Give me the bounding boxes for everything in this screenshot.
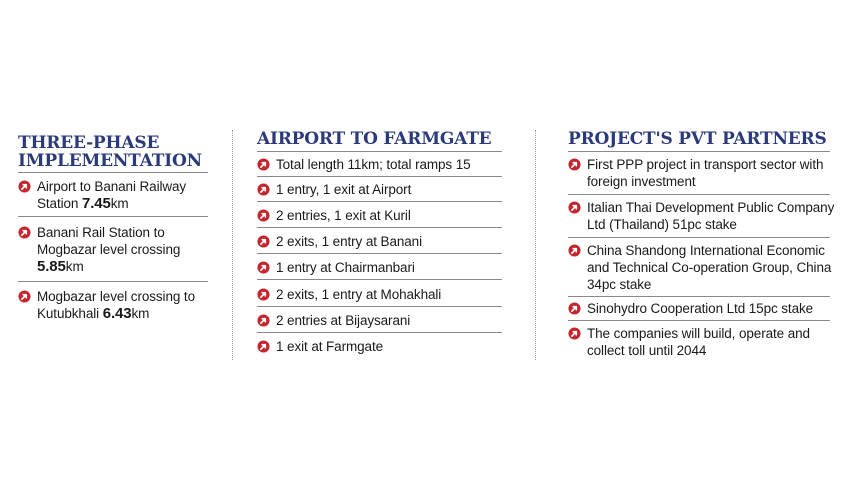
list-item <box>257 156 507 173</box>
arrow-bullet-icon <box>257 183 270 196</box>
item-text: 2 exits, 1 entry at Banani <box>276 234 422 249</box>
title-line-1: THREE-PHASE <box>18 133 160 153</box>
distance-value: 7.45 <box>81 195 111 212</box>
list-item <box>568 325 838 359</box>
divider <box>257 201 502 202</box>
divider <box>257 306 502 307</box>
column-divider <box>232 130 233 360</box>
item-line: Italian Thai Development Public Company <box>587 200 835 215</box>
item-line: First PPP project in transport sector with <box>587 157 824 172</box>
list-item <box>257 286 507 303</box>
arrow-bullet-icon <box>257 235 270 248</box>
list-item <box>257 207 507 224</box>
list-item <box>568 156 838 190</box>
item-line: 34pc stake <box>587 277 652 292</box>
divider <box>257 176 502 177</box>
arrow-bullet-icon <box>18 290 31 303</box>
arrow-bullet-icon <box>257 158 270 171</box>
list-item <box>18 224 213 275</box>
title-line-2: IMPLEMENTATION <box>18 151 202 171</box>
unit: km <box>65 259 84 274</box>
divider <box>568 296 830 297</box>
divider <box>257 151 502 152</box>
item-text: 1 entry at Chairmanbari <box>276 260 415 275</box>
item-text: 2 entries, 1 exit at Kuril <box>276 208 411 223</box>
item-line: The companies will build, operate and <box>587 326 810 341</box>
arrow-bullet-icon <box>568 302 581 315</box>
arrow-bullet-icon <box>257 261 270 274</box>
list-item <box>568 242 838 293</box>
list-item <box>257 338 507 355</box>
list-item <box>568 199 838 233</box>
item-text: 2 entries at Bijaysarani <box>276 313 411 328</box>
unit: km <box>110 196 129 211</box>
divider <box>257 332 502 333</box>
item-line: China Shandong International Economic <box>587 243 825 258</box>
list-item <box>18 288 213 322</box>
distance-value: 5.85 <box>37 258 66 275</box>
item-line: Station <box>37 196 82 211</box>
item-line: foreign investment <box>587 174 696 189</box>
arrow-bullet-icon <box>257 340 270 353</box>
list-item <box>257 181 507 198</box>
divider <box>568 194 830 195</box>
item-line: Sinohydro Cooperation Ltd 15pc stake <box>587 301 814 316</box>
arrow-bullet-icon <box>568 158 581 171</box>
title-airport-to-farmgate: AIRPORT TO FARMGATE <box>257 129 492 149</box>
list-item <box>18 178 213 212</box>
column-divider <box>535 130 536 360</box>
item-line: Airport to Banani Railway <box>37 179 187 194</box>
distance-value: 6.43 <box>102 305 132 322</box>
item-text: 1 entry, 1 exit at Airport <box>276 182 412 197</box>
item-line: Mogbazar level crossing <box>37 242 181 257</box>
divider <box>18 172 208 173</box>
divider <box>568 320 830 321</box>
item-text: 2 exits, 1 entry at Mohakhali <box>276 287 442 302</box>
divider <box>568 151 830 152</box>
unit: km <box>131 306 150 321</box>
item-line: Banani Rail Station to <box>37 225 165 240</box>
arrow-bullet-icon <box>18 226 31 239</box>
divider <box>18 281 208 282</box>
list-item <box>257 312 507 329</box>
item-text: 1 exit at Farmgate <box>276 339 383 354</box>
divider <box>257 279 502 280</box>
item-line: collect toll until 2044 <box>587 343 707 358</box>
title-pvt-partners: PROJECT'S PVT PARTNERS <box>568 129 827 149</box>
arrow-bullet-icon <box>568 327 581 340</box>
arrow-bullet-icon <box>568 201 581 214</box>
item-text: Total length 11km; total ramps 15 <box>276 157 471 172</box>
item-line: Ltd (Thailand) 51pc stake <box>587 217 737 232</box>
divider <box>257 227 502 228</box>
title-three-phase <box>18 134 202 170</box>
arrow-bullet-icon <box>257 288 270 301</box>
arrow-bullet-icon <box>18 180 31 193</box>
divider <box>18 216 208 217</box>
item-line: Mogbazar level crossing to <box>37 289 195 304</box>
arrow-bullet-icon <box>568 244 581 257</box>
divider <box>257 253 502 254</box>
list-item <box>257 233 507 250</box>
divider <box>568 237 830 238</box>
list-item <box>568 300 838 317</box>
item-line: and Technical Co-operation Group, China <box>587 260 832 275</box>
arrow-bullet-icon <box>257 314 270 327</box>
list-item <box>257 259 507 276</box>
item-line: Kutubkhali <box>37 306 103 321</box>
arrow-bullet-icon <box>257 209 270 222</box>
